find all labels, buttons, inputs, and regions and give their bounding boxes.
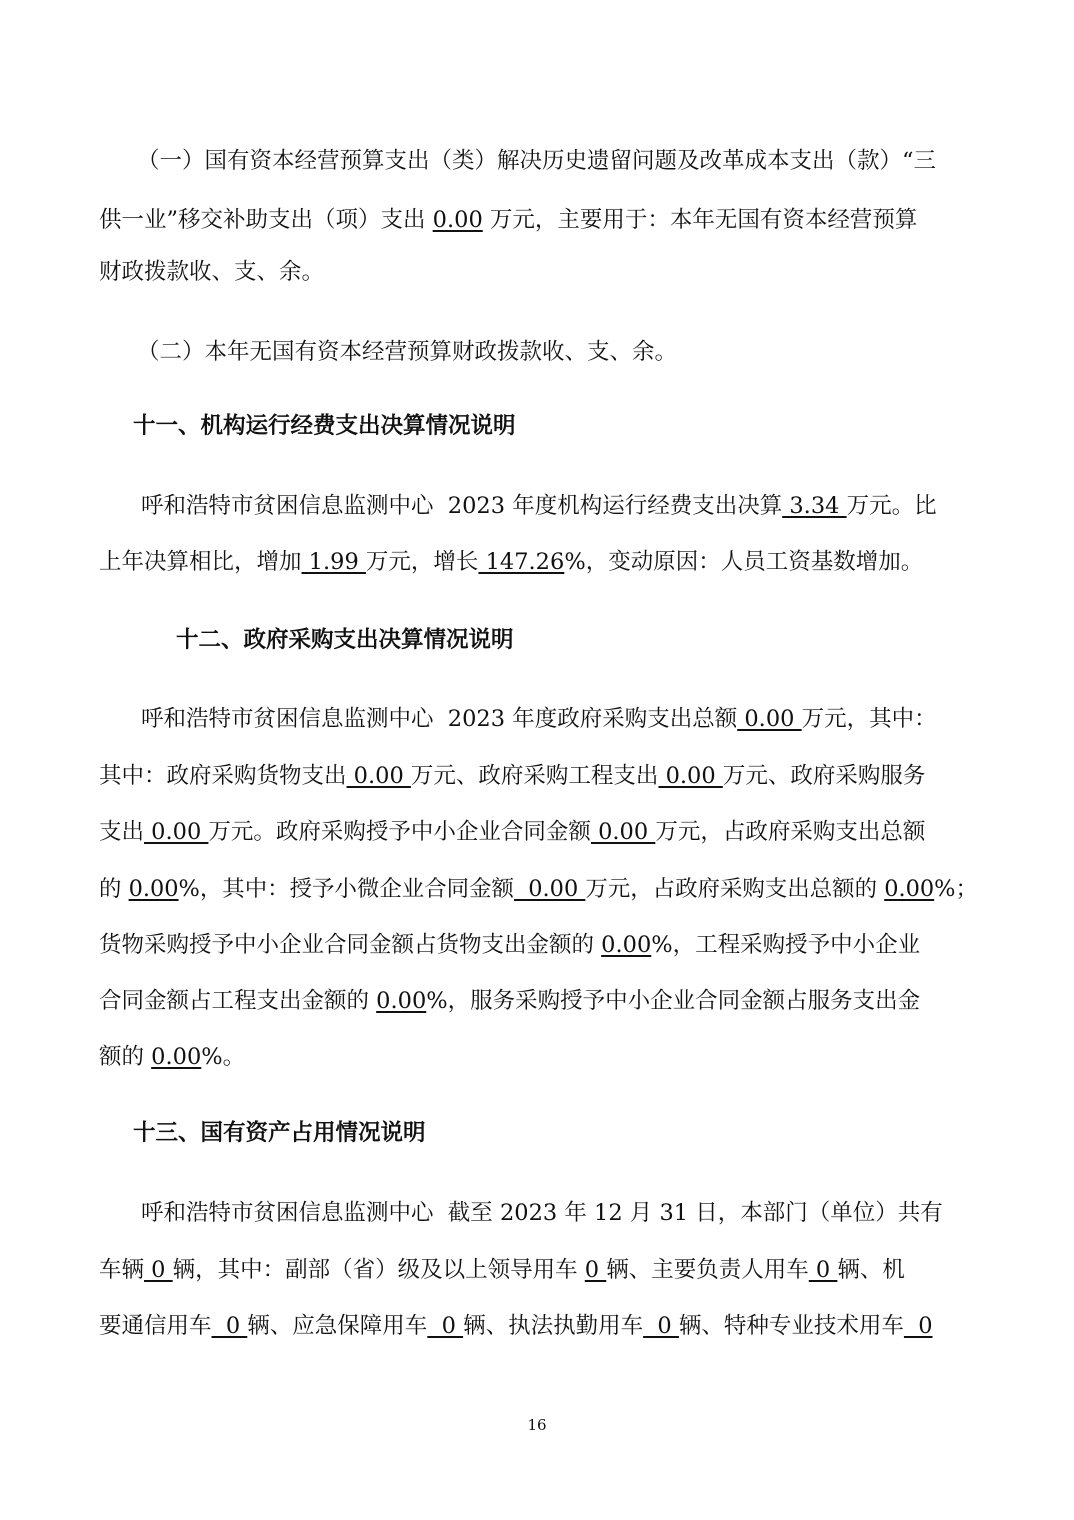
page-number: 16 <box>527 1416 547 1434</box>
amount-value: 0.00 <box>144 819 209 845</box>
count-value: 0 <box>903 1313 933 1339</box>
heading-text: 十三、国有资产占用情况说明 <box>133 1120 426 1146</box>
percent-value: 0.00 <box>128 876 179 902</box>
text: （二）本年无国有资本经营预算财政拨款收、支、余。 <box>137 339 678 365</box>
amount-value: 0.00 <box>514 876 586 902</box>
percent-value: 0.00 <box>151 1044 202 1070</box>
text: 呼和浩特市贫困信息监测中心 截至 2023 年 12 月 31 日，本部门（单位）共有 <box>141 1200 943 1226</box>
amount-value: 0.00 <box>658 763 723 789</box>
text: 万元。政府采购授予中小企业合同金额 <box>208 819 591 845</box>
text: 辆、应急保障用车 <box>247 1313 428 1339</box>
text: 呼和浩特市贫困信息监测中心 2023 年度政府采购支出总额 <box>141 706 738 732</box>
text: 辆、主要负责人用车 <box>606 1257 809 1283</box>
para-12-line-5 <box>99 930 920 960</box>
heading-text: 十一、机构运行经费支出决算情况说明 <box>133 413 516 439</box>
text: 万元，增长 <box>365 549 479 575</box>
text: 额的 <box>99 1044 152 1070</box>
text: %，工程采购授予中小企业 <box>651 932 921 958</box>
percent-value: 0.00 <box>601 932 652 958</box>
text: 万元，其中： <box>801 706 937 732</box>
para-13-line-2 <box>99 1255 905 1285</box>
count-value: 0 <box>643 1313 679 1339</box>
text: 上年决算相比，增加 <box>99 549 302 575</box>
count-value: 0 <box>144 1257 173 1283</box>
amount-value: 0.00 <box>590 819 656 845</box>
text: 其中：政府采购货物支出 <box>99 763 347 789</box>
text: 供一业”移交补助支出（项）支出 <box>99 207 433 233</box>
para-12-line-3 <box>99 817 925 847</box>
text: 辆，其中：副部（省）级及以上领导用车 <box>172 1257 585 1283</box>
para-12-line-4 <box>99 874 978 904</box>
para-10-2 <box>137 337 677 367</box>
count-value: 0 <box>808 1257 838 1283</box>
section-11-heading <box>133 411 516 441</box>
text: 万元、政府采购服务 <box>722 763 926 789</box>
para-10-1-line-3 <box>99 257 324 287</box>
para-13-line-3 <box>99 1311 933 1341</box>
text: %； <box>934 876 978 902</box>
para-13-line-1 <box>141 1198 943 1228</box>
para-10-1-line-2 <box>99 205 917 235</box>
count-value: 0 <box>584 1257 607 1283</box>
amount-value: 0.00 <box>737 706 802 732</box>
amount-value: 1.99 <box>301 549 366 575</box>
count-value: 0 <box>427 1313 464 1339</box>
count-value: 0 <box>211 1313 248 1339</box>
text: %，其中：授予小微企业合同金额 <box>178 876 514 902</box>
section-12-heading <box>176 625 514 655</box>
text: 辆、执法执勤用车 <box>463 1313 644 1339</box>
para-11-line-1 <box>141 491 937 521</box>
percent-value: 0.00 <box>376 988 427 1014</box>
amount-value: 3.34 <box>782 493 847 519</box>
amount-value: 0.00 <box>346 763 411 789</box>
amount-value: 0.00 <box>432 207 483 233</box>
text: %，变动原因：人员工资基数增加。 <box>564 549 924 575</box>
text: 财政拨款收、支、余。 <box>99 259 325 285</box>
text: 货物采购授予中小企业合同金额占货物支出金额的 <box>99 932 602 958</box>
text: （一）国有资本经营预算支出（类）解决历史遗留问题及改革成本支出（款）“三 <box>137 148 937 174</box>
para-10-1-line-1 <box>137 146 936 176</box>
percent-value: 147.26 <box>478 549 565 575</box>
text: 支出 <box>99 819 145 845</box>
section-13-heading <box>133 1118 426 1148</box>
para-12-line-1 <box>141 704 937 734</box>
text: 合同金额占工程支出金额的 <box>99 988 377 1014</box>
para-12-line-6 <box>99 986 920 1016</box>
text: 万元，主要用于：本年无国有资本经营预算 <box>482 207 918 233</box>
text: 要通信用车 <box>99 1313 212 1339</box>
text: 呼和浩特市贫困信息监测中心 2023 年度机构运行经费支出决算 <box>141 493 783 519</box>
text: 辆、特种专业技术用车 <box>678 1313 904 1339</box>
text: 万元，占政府采购支出总额 <box>655 819 926 845</box>
text: 辆、机 <box>837 1257 905 1283</box>
text: 的 <box>99 876 129 902</box>
text: 万元，占政府采购支出总额的 <box>585 876 885 902</box>
para-12-line-2 <box>99 761 925 791</box>
text: %。 <box>201 1044 246 1070</box>
text: 万元、政府采购工程支出 <box>410 763 659 789</box>
text: 车辆 <box>99 1257 145 1283</box>
para-11-line-2 <box>99 547 923 577</box>
para-12-line-7 <box>99 1042 245 1072</box>
percent-value: 0.00 <box>884 876 935 902</box>
heading-text: 十二、政府采购支出决算情况说明 <box>176 627 514 653</box>
text: %，服务采购授予中小企业合同金额占服务支出金 <box>426 988 921 1014</box>
text: 万元。比 <box>846 493 937 519</box>
